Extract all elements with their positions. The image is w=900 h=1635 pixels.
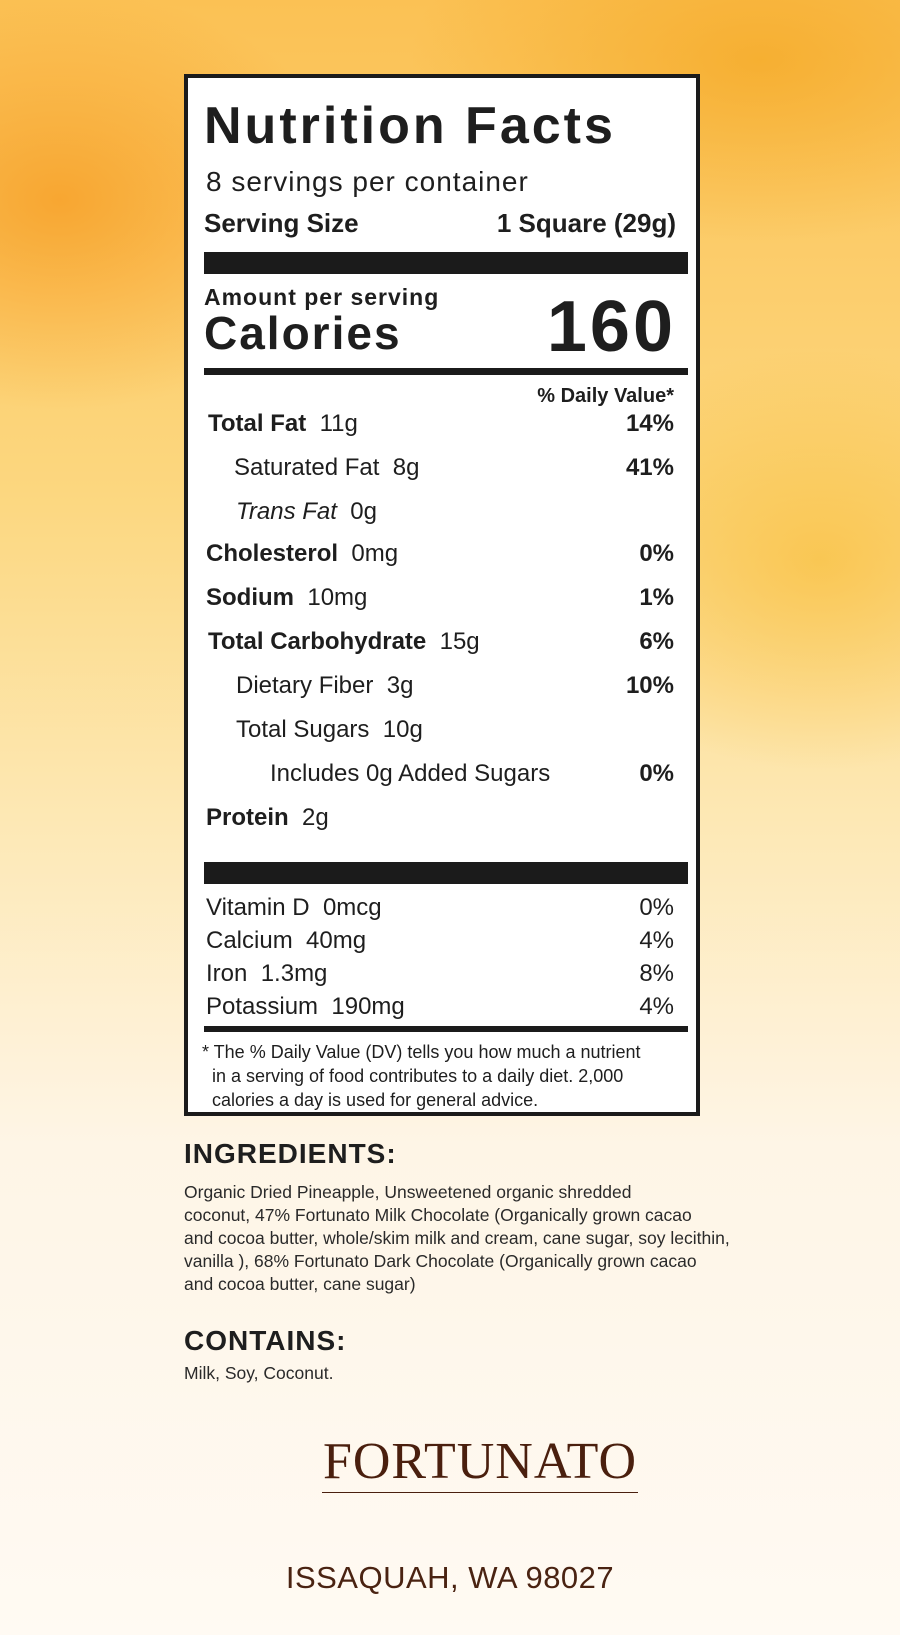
nutrient-name: Dietary Fiber [236, 672, 374, 699]
divider-medium [204, 368, 688, 375]
nutrient-dv: 0% [639, 540, 674, 567]
vitamin-amount: 0mcg [322, 894, 382, 921]
vitamin-amount: 1.3mg [260, 960, 328, 987]
servings-per-container: 8 servings per container [206, 166, 529, 197]
vitamin-name: Potassium [206, 993, 319, 1020]
nutrient-name: Trans Fat [236, 498, 337, 525]
daily-value-header: % Daily Value* [537, 385, 674, 407]
nutrient-row-trans-fat [236, 498, 674, 526]
nutrient-row-added-sugars [270, 760, 674, 788]
calories-label: Calories [204, 307, 402, 359]
ingredients-line: vanilla ), 68% Fortunato Dark Chocolate (Organically grown cacao [184, 1251, 697, 1271]
serving-size-label: Serving Size [204, 208, 359, 238]
nutrient-amount: 11g [319, 410, 358, 437]
vitamin-name: Iron [206, 960, 248, 987]
nutrient-row-sodium [206, 584, 674, 612]
nutrient-amount: 0mg [351, 540, 399, 567]
nutrient-dv: 14% [625, 410, 674, 437]
nutrient-dv: 6% [639, 628, 674, 655]
nutrient-row-protein [206, 804, 674, 832]
vitamin-dv: 0% [639, 894, 674, 921]
footnote-line: calories a day is used for general advice. [212, 1090, 539, 1110]
ingredients-line: and cocoa butter, whole/skim milk and cream, cane sugar, soy lecithin, [184, 1228, 730, 1248]
divider-thick [204, 862, 688, 884]
divider-thick [204, 252, 688, 274]
vitamin-row-vitamin-d [206, 894, 674, 922]
vitamin-amount: 40mg [306, 927, 367, 954]
nutrient-row-saturated-fat [234, 454, 674, 482]
nutrient-amount: 3g [386, 672, 414, 699]
nutrition-title: Nutrition Facts [204, 97, 616, 155]
nutrient-amount: 10mg [307, 584, 368, 611]
vitamin-name: Calcium [206, 927, 293, 954]
logo-underline [322, 1492, 638, 1493]
nutrient-name: Saturated Fat [234, 454, 380, 481]
vitamin-row-iron [206, 960, 674, 988]
nutrient-dv: 10% [625, 672, 674, 699]
brand-logo-text: FORTUNATO [322, 1433, 638, 1490]
ingredients-line: and cocoa butter, cane sugar) [184, 1274, 416, 1294]
vitamin-row-calcium [206, 927, 674, 955]
nutrient-name: Includes 0g Added Sugars [270, 760, 551, 787]
brand-logo [322, 1434, 638, 1493]
nutrient-row-cholesterol [206, 540, 674, 568]
amount-per-serving: Amount per serving [204, 284, 440, 310]
nutrient-name: Sodium [206, 584, 294, 611]
nutrient-name: Total Carbohydrate [208, 628, 427, 655]
nutrient-amount: 0g [350, 498, 377, 525]
vitamin-dv: 4% [639, 927, 674, 954]
nutrient-amount: 2g [302, 804, 329, 831]
nutrient-name: Protein [206, 804, 289, 831]
vitamin-amount: 190mg [331, 993, 405, 1020]
footnote-line: * The % Daily Value (DV) tells you how much a nutrient [202, 1042, 641, 1062]
nutrient-row-total-carbohydrate [208, 628, 674, 656]
nutrient-name: Cholesterol [206, 540, 339, 567]
footnote-line: in a serving of food contributes to a daily diet. 2,000 [212, 1066, 624, 1086]
nutrient-name: Total Fat [208, 410, 307, 437]
nutrient-row-dietary-fiber [236, 672, 674, 700]
nutrient-row-total-sugars [236, 716, 674, 744]
vitamin-name: Vitamin D [206, 894, 310, 921]
vitamin-dv: 4% [639, 993, 674, 1020]
nutrient-dv: 1% [639, 584, 674, 611]
contains-heading: CONTAINS: [184, 1325, 347, 1356]
nutrient-amount: 8g [392, 454, 420, 481]
serving-size-value: 1 Square (29g) [496, 208, 676, 238]
ingredients-heading: INGREDIENTS: [184, 1138, 397, 1169]
nutrient-amount: 15g [439, 628, 480, 655]
divider-medium [204, 1026, 688, 1032]
brand-address: ISSAQUAH, WA 98027 [285, 1560, 615, 1595]
ingredients-text [184, 1181, 764, 1296]
nutrition-facts-panel [184, 74, 700, 1116]
ingredients-line: coconut, 47% Fortunato Milk Chocolate (Organically grown cacao [184, 1205, 692, 1225]
nutrient-row-total-fat [208, 410, 674, 438]
contains-text: Milk, Soy, Coconut. [184, 1363, 334, 1383]
nutrient-amount: 10g [382, 716, 423, 743]
calories-value: 160 [546, 287, 676, 367]
nutrient-dv: 41% [625, 454, 674, 481]
vitamin-dv: 8% [639, 960, 674, 987]
nutrient-dv: 0% [639, 760, 674, 787]
nutrient-name: Total Sugars [236, 716, 370, 743]
vitamin-row-potassium [206, 993, 674, 1021]
daily-value-footnote [202, 1040, 682, 1112]
ingredients-line: Organic Dried Pineapple, Unsweetened organic shredded [184, 1182, 632, 1202]
